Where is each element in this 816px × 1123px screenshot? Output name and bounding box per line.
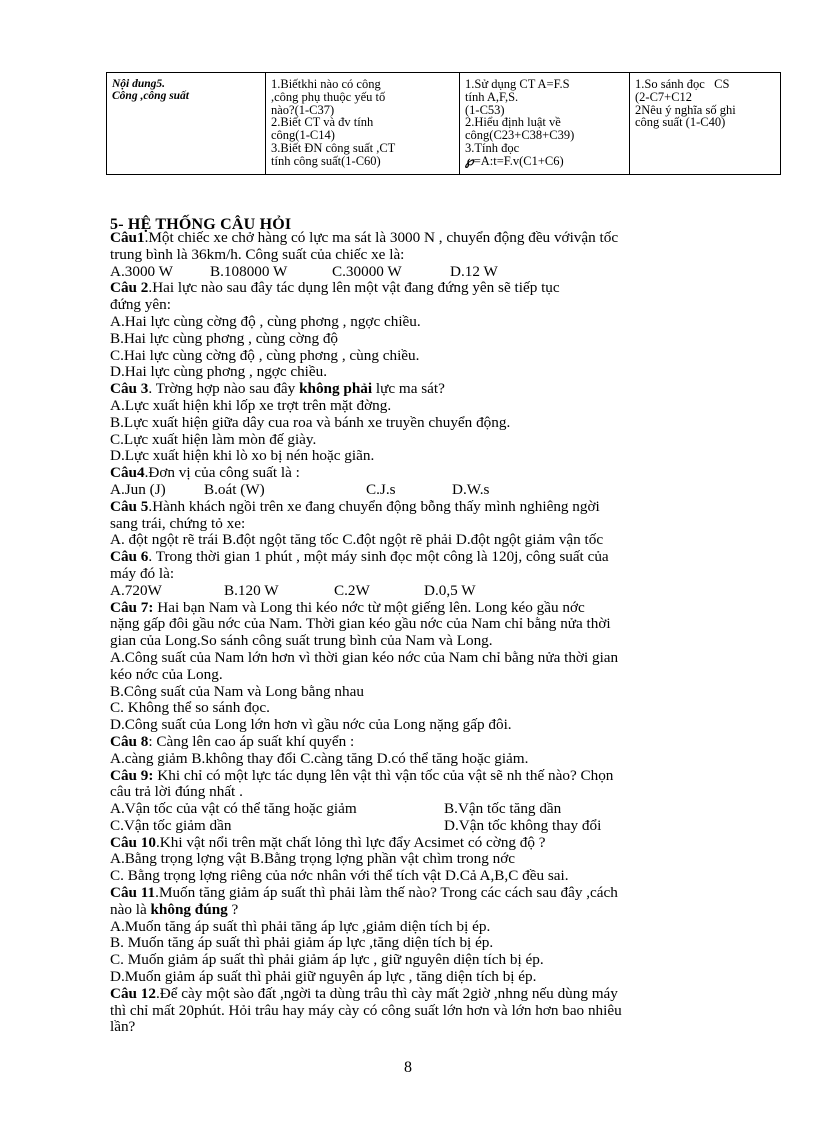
question-label: Câu 6 [110,548,149,566]
answer-options [110,818,762,835]
question-text: lực ma sát? [372,380,445,398]
answer-option: B.Vận tốc tăng dần [444,800,562,818]
question-3 [110,381,762,465]
question-text: .Muốn tăng giảm áp suất thì phải làm thế nào? Trong các cách sau đây ,cách [155,884,618,902]
cell-line: 2Nêu ý nghĩa số ghi [635,102,736,117]
question-line: thì chỉ mất 20phút. Hỏi trâu hay máy cày có công suất lớn hơn và lớn hơn bao nhiêu [110,1001,622,1019]
question-text: .Một chiếc xe chở hàng có lực ma sát là 3000 N , chuyển động đều vớivận tốc [144,229,619,246]
cell-line: 1.Biếtkhi nào có công [271,77,381,91]
answer-option: B.Lực xuất hiện giữa dây cua roa và bánh xe truyền chuyển động. [110,413,511,431]
answer-option: D.Muốn giảm áp suất thì phải giữ nguyên áp lực , tăng diện tích bị ép. [110,968,537,986]
comprehension-cell [460,73,630,175]
answer-options [110,482,762,499]
answer-option: D.Hai lực cùng phơng , ngợc chiều. [110,363,328,381]
answer-option: D.0,5 W [424,581,476,599]
answer-option: B.120 W [224,581,279,599]
question-label: Câu 3 [110,380,149,398]
answer-option: A.Vận tốc của vật có thể tăng hoặc giảm [110,800,357,818]
answer-option: A.Công suất của Nam lớn hơn vì thời gian kéo nớc của Nam chỉ bằng nửa thời gian [110,648,619,666]
cell-line: 3.Tính đọc [465,140,520,155]
answer-option: A.Lực xuất hiện khi lốp xe trợt trên mặt đờng. [110,396,392,414]
question-text: Khi chỉ có một lực tác dụng lên vật thì vận tốc của vật sẽ nh thế nào? Chọn [153,766,614,784]
question-line [110,902,762,919]
answer-option: B.108000 W [210,262,288,280]
answer-options [110,583,762,600]
application-cell [630,73,781,175]
answer-option: B.Công suất của Nam và Long bằng nhau [110,682,364,700]
content-matrix-table [106,72,781,175]
question-label: Câu 5 [110,497,149,515]
cell-line: 1.Sử dụng CT A=F.S [465,77,570,91]
question-line: câu trả lời đúng nhất . [110,783,243,801]
question-text: .Đơn vị của công suất là : [144,464,300,482]
section-title: 5- HỆ THỐNG CÂU HỎI [110,216,292,233]
formula-line [465,155,624,168]
answer-option: C.30000 W [332,262,402,280]
cell-line: 2.Hiểu định luật về [465,115,561,130]
question-line [110,734,762,751]
formula-text: =A:t=F.v(C1+C6) [473,153,564,168]
question-line: sang trái, chứng tỏ xe: [110,514,246,532]
cell-line: nào?(1-C37) [271,102,335,117]
topic-line: Công ,công suất [112,90,190,102]
answer-option: A.Jun (J) [110,480,166,498]
answer-option: D.W.s [452,480,490,498]
answer-option: D.12 W [450,262,498,280]
question-line [110,230,762,247]
question-text: nào là [110,900,151,918]
answer-option: B.oát (W) [204,480,265,498]
cell-line: (2-C7+C12 [635,89,693,104]
answer-option: B.Hai lực cùng phơng , cùng cờng độ [110,329,339,347]
question-text: .Hai lực nào sau đây tác dụng lên một vật đang đứng yên sẽ tiếp tục [148,279,560,297]
answer-option: C.J.s [366,480,396,498]
cell-line: công(C23+C38+C39) [465,128,575,143]
question-line [110,600,762,617]
question-label: Câu 8 [110,732,149,750]
topic-line: Nội dung5. [112,78,166,90]
question-label: Câu 2 [110,279,149,297]
answer-option: A.Muốn tăng áp suất thì phải tăng áp lực ,giảm diện tích bị ép. [110,917,491,935]
cell-line: tính công suất(1-C60) [271,153,381,168]
answer-option: A.Hai lực cùng cờng độ , cùng phơng , ngợc chiều. [110,312,421,330]
cell-line: công(1-C14) [271,128,335,143]
knowledge-cell [266,73,460,175]
page-number: 8 [404,1059,412,1076]
question-label: Câu 9: [110,766,154,784]
answer-option: D.Vận tốc không thay đổi [444,816,602,834]
answer-option: A. đột ngột rẽ trái B.đột ngột tăng tốc C.đột ngột rẽ phải D.đột ngột giảm vận tốc [110,531,604,549]
question-text: . Trong thời gian 1 phút , một máy sinh đọc một công là 120j, công suất của [148,548,609,566]
topic-cell [107,73,266,175]
emphasis-text: không phải [299,380,373,398]
answer-option: A.Bằng trọng lợng vật B.Bằng trọng lợng phần vật chìm trong nớc [110,850,515,868]
question-line: trung bình là 36km/h. Công suất của chiếc xe là: [110,245,405,263]
answer-option: B. Muốn tăng áp suất thì phải giảm áp lực ,tăng diện tích bị ép. [110,934,494,952]
answer-option: D.Lực xuất hiện khi lò xo bị nén hoặc giãn. [110,447,375,465]
question-text: ? [227,900,239,918]
cell-line: (1-C53) [465,102,505,117]
cell-line: 2.Biết CT và đv tính [271,115,374,130]
answer-option: C.Lực xuất hiện làm mòn đế giày. [110,430,317,448]
answer-option: C. Bằng trọng lợng riêng của nớc nhân với thể tích vật D.Cả A,B,C đều sai. [110,867,569,885]
answer-option: C.2W [334,581,370,599]
question-line: đứng yên: [110,296,171,314]
question-6 [110,549,762,599]
question-line: máy đó là: [110,564,175,582]
question-label: Câu 10 [110,833,156,851]
question-10 [110,835,762,885]
question-label: Câu 12 [110,984,156,1002]
question-text: Hai bạn Nam và Long thi kéo nớc từ một giếng lên. Long kéo gầu nớc [153,598,585,616]
answer-option: C.Hai lực cùng cờng độ , cùng phơng , cùng chiều. [110,346,420,364]
question-line [110,986,762,1003]
answer-option: A.3000 W [110,262,173,280]
answer-option: D.Công suất của Long lớn hơn vì gầu nớc của Long nặng gấp đôi. [110,716,512,734]
answer-option: C. Không thể so sánh đọc. [110,699,270,717]
cell-line: 1.So sánh đọc CS [635,77,730,91]
question-text: : Càng lên cao áp suất khí quyển : [148,732,355,750]
question-line [110,835,762,852]
emphasis-text: không đúng [150,900,228,918]
question-line [110,465,762,482]
question-line [110,885,762,902]
question-line: nặng gấp đôi gầu nớc của Nam. Thời gian kéo gầu nớc của Nam chỉ bằng nửa thời [110,615,611,633]
cell-line: tính A,F,S. [465,89,519,104]
question-line: lần? [110,1018,136,1036]
question-label: Câu 7: [110,598,154,616]
question-line [110,381,762,398]
question-list [110,230,762,1036]
question-8 [110,734,762,768]
cell-line: 3.Biết ĐN công suất ,CT [271,140,396,155]
question-2 [110,280,762,381]
question-line [110,768,762,785]
answer-option: A.720W [110,581,162,599]
question-text: . Trờng hợp nào sau đây [148,380,300,398]
power-symbol-icon: ℘ [465,153,474,168]
question-text: .Hành khách ngồi trên xe đang chuyển động bỗng thấy mình nghiêng ngời [148,497,600,515]
answer-option: C.Vận tốc giảm dần [110,816,232,834]
question-label: Câu1 [110,229,145,246]
question-9 [110,768,762,835]
question-7 [110,600,762,734]
answer-options [110,801,762,818]
question-text: .Để cày một sào đất ,ngời ta dùng trâu thì cày mất 2giờ ,nhng nếu dùng máy [156,984,618,1002]
table-row [107,73,781,175]
cell-line: công suất (1-C40) [635,115,726,130]
question-4 [110,465,762,499]
question-1 [110,230,762,280]
cell-line: ,công phụ thuộc yếu tố [271,89,386,104]
answer-option: A.càng giảm B.không thay đổi C.càng tăng D.có thể tăng hoặc giảm. [110,749,529,767]
question-line [110,549,762,566]
answer-option: C. Muốn giảm áp suất thì phải giảm áp lực , giữ nguyên diện tích bị ép. [110,951,544,969]
question-label: Câu4 [110,464,145,482]
question-line [110,499,762,516]
answer-options [110,264,762,281]
answer-option: kéo nớc của Long. [110,665,223,683]
question-11 [110,885,762,986]
question-5 [110,499,762,549]
question-line: gian của Long.So sánh công suất trung bình của Nam và Long. [110,632,493,650]
question-text: .Khi vật nổi trên mặt chất lỏng thì lực đẩy Acsimet có cờng độ ? [156,833,546,851]
question-12 [110,986,762,1036]
question-label: Câu 11 [110,884,156,902]
question-line [110,280,762,297]
